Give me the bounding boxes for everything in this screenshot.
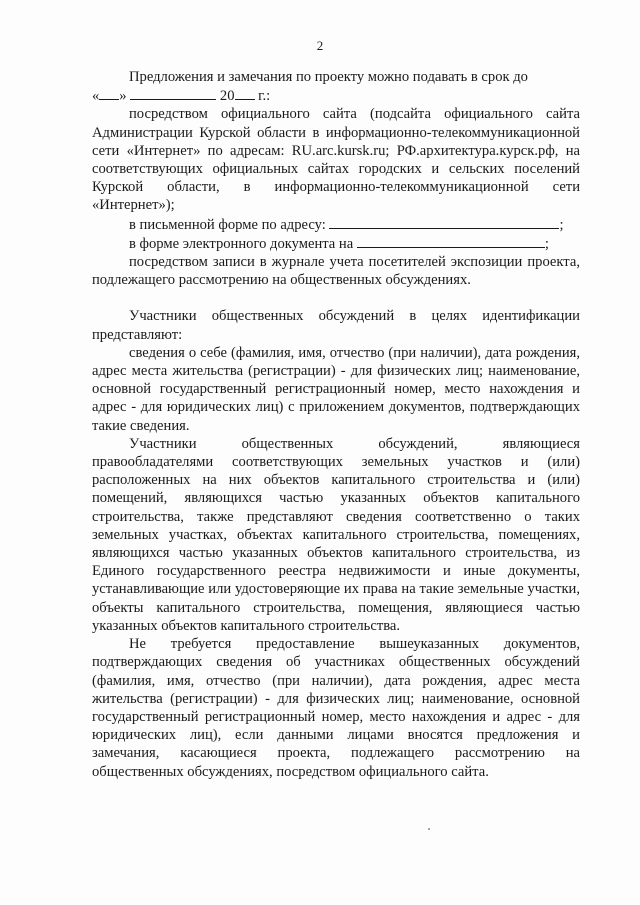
day-blank (99, 86, 119, 100)
item-official-site: посредством официального сайта (подсайта официального сайта Администрации Курской области в информационно-телекоммуникационной сети «Интернет» по адресам: RU.arc.kursk.ru; РФ.архитектура.курск.рф, на соответствующих официальных сайтах городских и сельских поселений Курской области, в информационно-телекоммуникационной сети «Интернет»); (92, 106, 580, 214)
participants-paragraph-3: Не требуется предоставление вышеуказанных документов, подтверждающих сведения об участниках общественных обсуждений (фамилия, имя, отчество (при наличии), дата рождения, адрес места жительства (регистрации) - для физических лиц; наименование, основной государственный регистрационный номер, место нахождения и адрес - для юридических лиц), если данными лицами вносятся предложения и замечания, касающиеся проекта, подлежащего рассмотрению на общественных обсуждениях, посредством официального сайта. (92, 636, 580, 780)
year-suffix: г.: (254, 88, 271, 105)
address-blank (329, 215, 559, 229)
quote-open: « (92, 88, 100, 105)
year-prefix: 20 (219, 88, 235, 105)
page-number: 2 (316, 38, 324, 53)
deadline-text: Предложения и замечания по проекту можно подавать в срок до (129, 69, 528, 85)
email-blank (357, 234, 545, 248)
item-written-form (92, 215, 580, 234)
participants-heading: Участники общественных обсуждений в целях идентификации представляют: (92, 308, 580, 343)
written-form-label: в письменной форме по адресу: (129, 216, 326, 233)
electronic-terminator: ; (544, 235, 549, 252)
quote-close: » (119, 88, 127, 105)
electronic-form-label: в форме электронного документа на (129, 235, 354, 252)
month-blank (130, 86, 216, 100)
deadline-date-line (92, 86, 580, 105)
participants-paragraph-2: Участники общественных обсуждений, являющиеся правообладателями соответствующих земельных участков и (или) расположенных на них объектов капитального строительства и (или) помещений, являющихся частью указанных объектов капитального строительства, также представляют сведения соответственно о таких земельных участках, объектах капитального строительства, помещениях, являющихся частью указанных объектов капитального строительства, из Единого государственного реестра недвижимости и иные документы, устанавливающие или удостоверяющие их права на такие земельные участки, объекты капитального строительства, помещения, являющиеся частью указанных объектов капитального строительства. (92, 435, 580, 634)
scan-speck (428, 828, 430, 830)
item-electronic-form (92, 234, 580, 253)
paragraph-gap (92, 289, 580, 307)
document-body (92, 68, 580, 781)
item-journal: посредством записи в журнале учета посетителей экспозиции проекта, подлежащего рассмотрению на общественных обсуждениях. (92, 254, 580, 289)
written-terminator: ; (559, 216, 564, 233)
participants-paragraph-1: сведения о себе (фамилия, имя, отчество (при наличии), дата рождения, адрес места жительства (регистрации) - для физических лиц; наименование, основной государственный регистрационный номер, место нахождения и адрес - для юридических лиц) с приложением документов, подтверждающих такие сведения. (92, 344, 580, 434)
year-blank (235, 86, 255, 100)
